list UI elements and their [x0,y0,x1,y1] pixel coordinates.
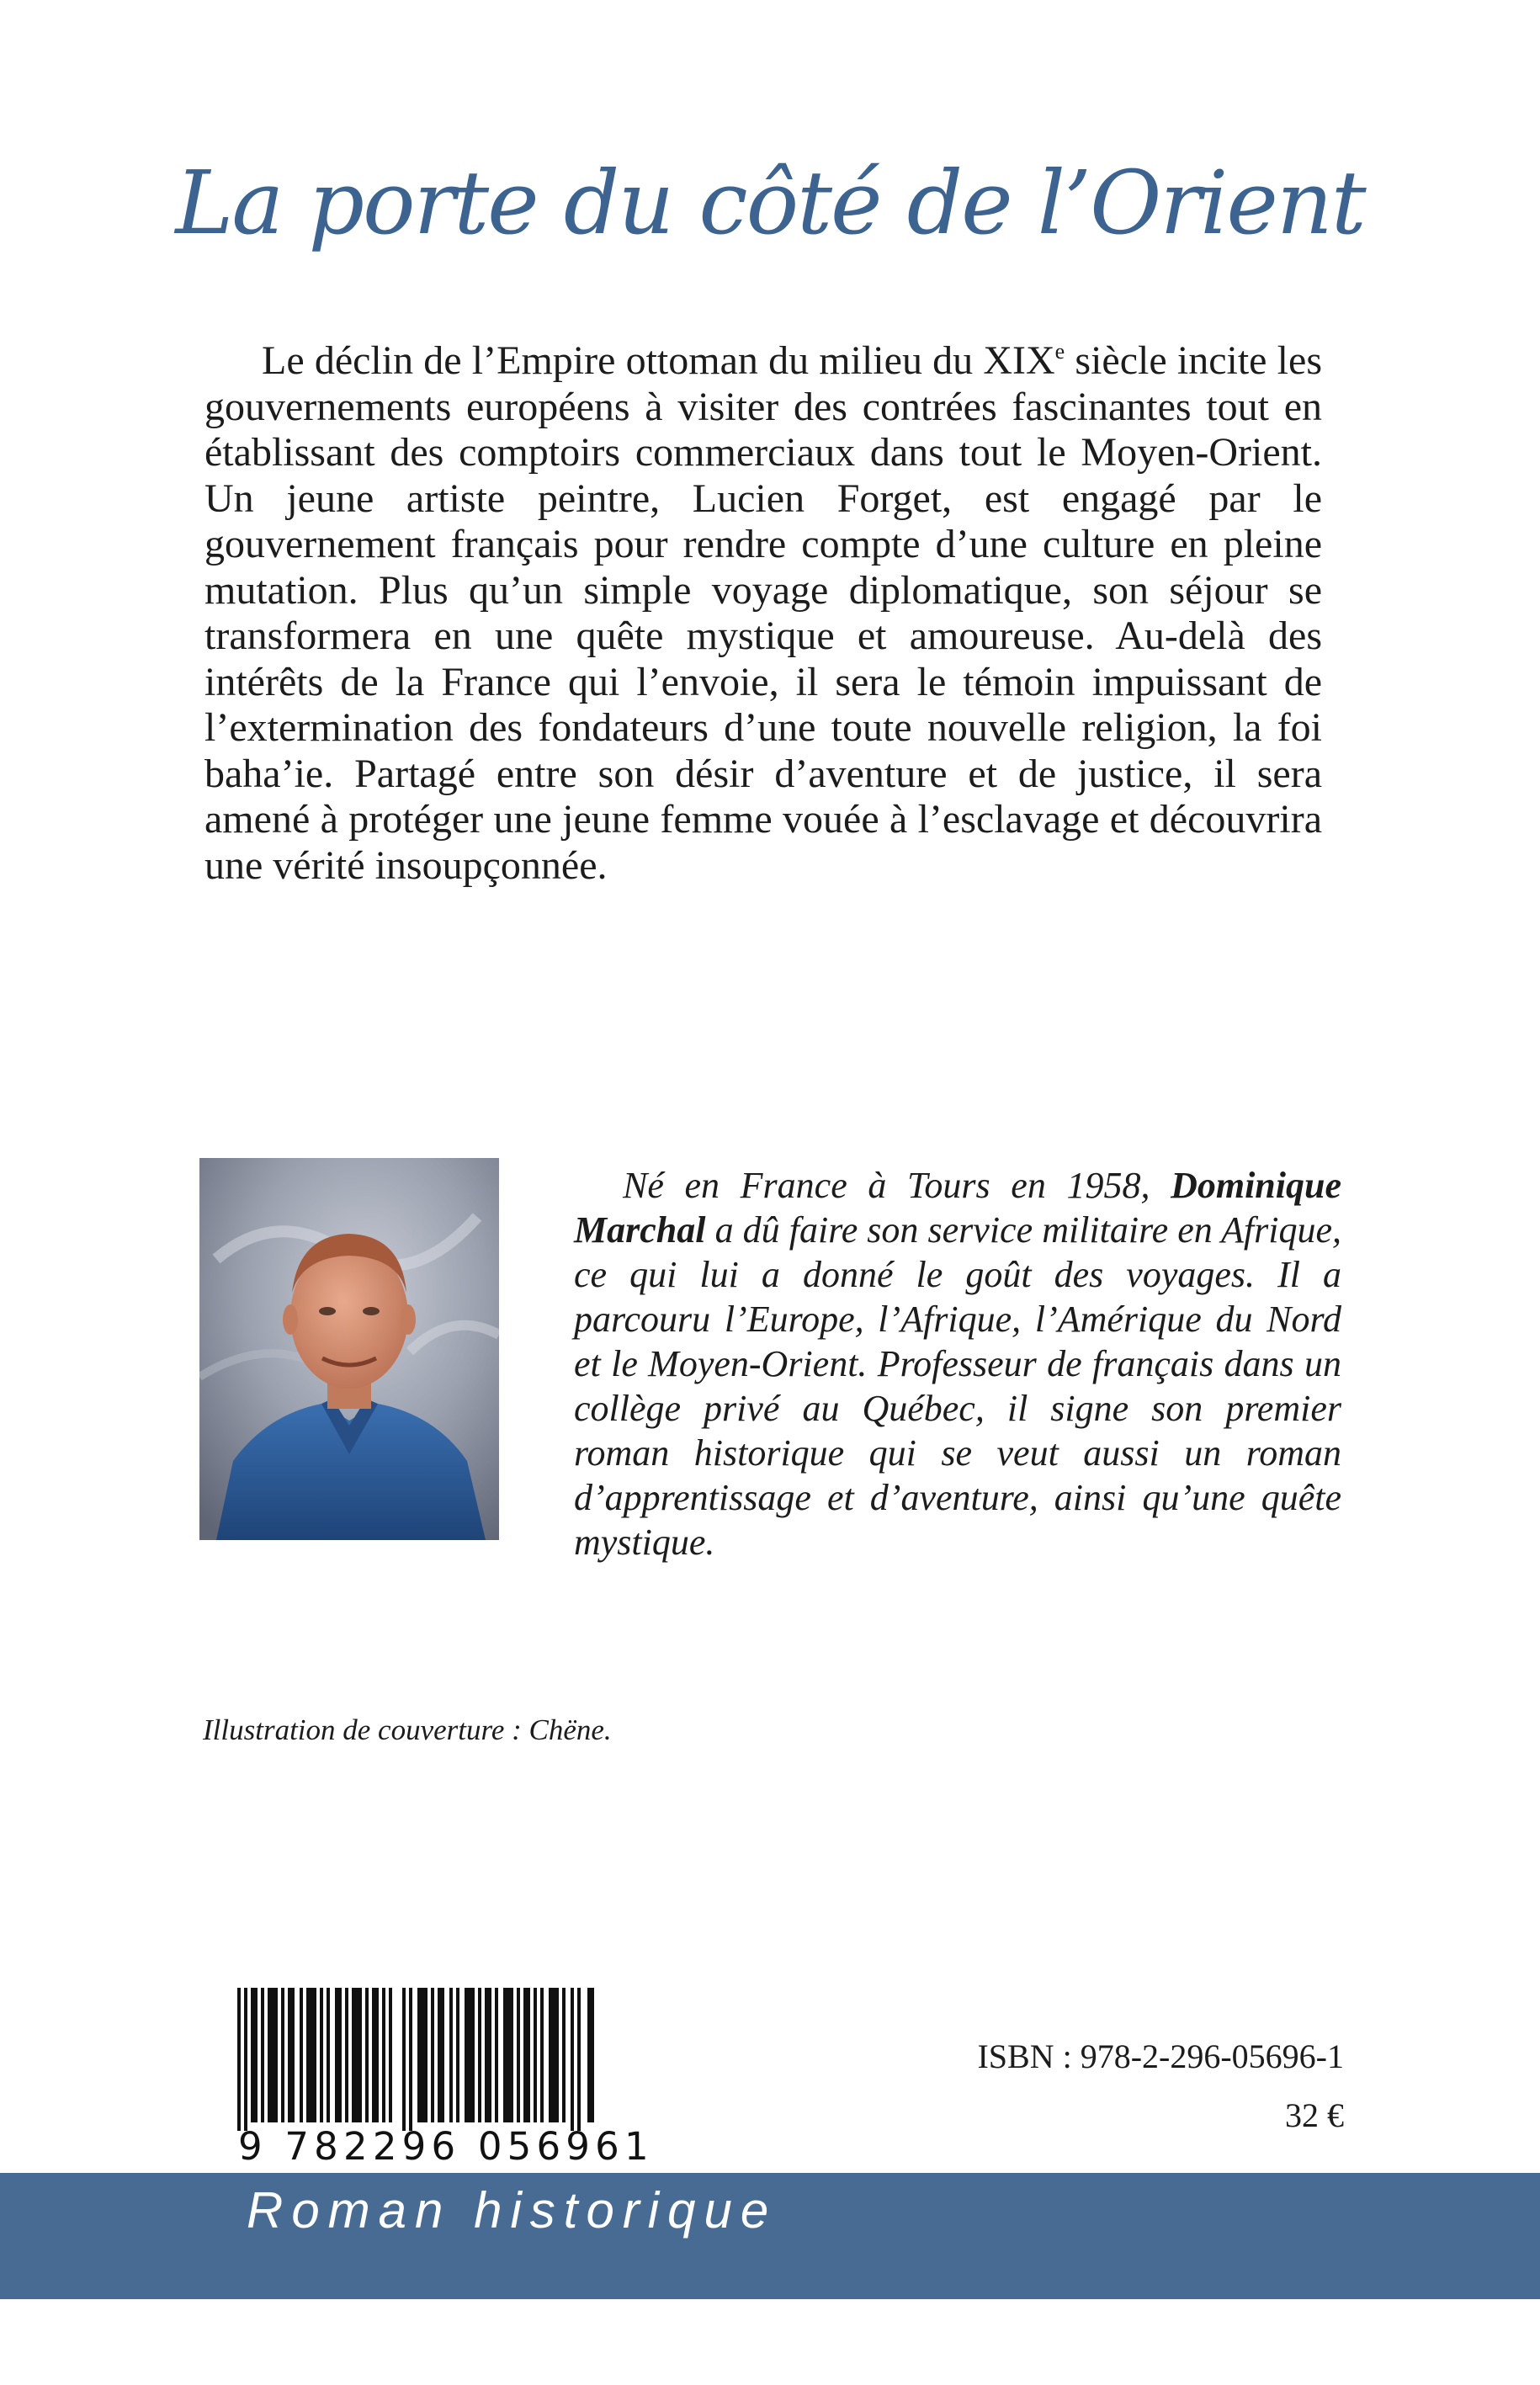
bio-text: a dû faire son service militaire en Afrique, ce qui lui a donné le goût des voyages. Il a parcouru l’Europe, l’Afrique, l’Amérique du Nord et le Moyen-Orient. Professeur de français dans un collège privé au Québec, il signe son premier roman historique qui se veut aussi un roman d’apprentissage et d’aventure, ainsi qu’une quête mystique. [574,1209,1341,1563]
barcode-digits: 9 782296 056961 [238,2124,654,2169]
synopsis-text-rest: siècle incite les gouvernements européens à visiter des contrées fascinantes tout en établissant des comptoirs commerciaux dans tout le Moyen-Orient. Un jeune artiste peintre, Lucien Forget, est engagé par le gouvernement français pour rendre compte d’une culture en pleine mutation. Plus qu’un simple voyage diplomatique, son séjour se transformera en une quête mystique et amoureuse. Au-delà des intérêts de la France qui l’envoie, il sera le témoin impuissant de l’extermination des fondateurs d’une toute nouvelle religion, la foi baha’ie. Partagé entre son désir d’aventure et de justice, il sera amené à protéger une jeune femme vouée à l’esclavage et découvrira une vérité insoupçonnée. [204,338,1322,888]
author-bio [574,1163,1341,1564]
isbn: ISBN : 978-2-296-05696-1 [977,2037,1344,2075]
genre-label: Roman historique [247,2182,778,2239]
price: 32 € [1285,2096,1344,2134]
century-superscript: e [1054,339,1065,364]
illustration-credit: Illustration de couverture : Chëne. [203,1713,612,1746]
author-photo [199,1158,499,1540]
author-name: Dominique Marchal [574,1165,1341,1251]
synopsis-text-start: Le déclin de l’Empire ottoman du milieu du XIX [262,338,1055,383]
synopsis [204,338,1322,889]
barcode [237,1988,594,2131]
book-title: La porte du côté de l’Orient [175,151,1365,254]
bio-intro: Né en France à Tours en 1958, [623,1165,1171,1206]
